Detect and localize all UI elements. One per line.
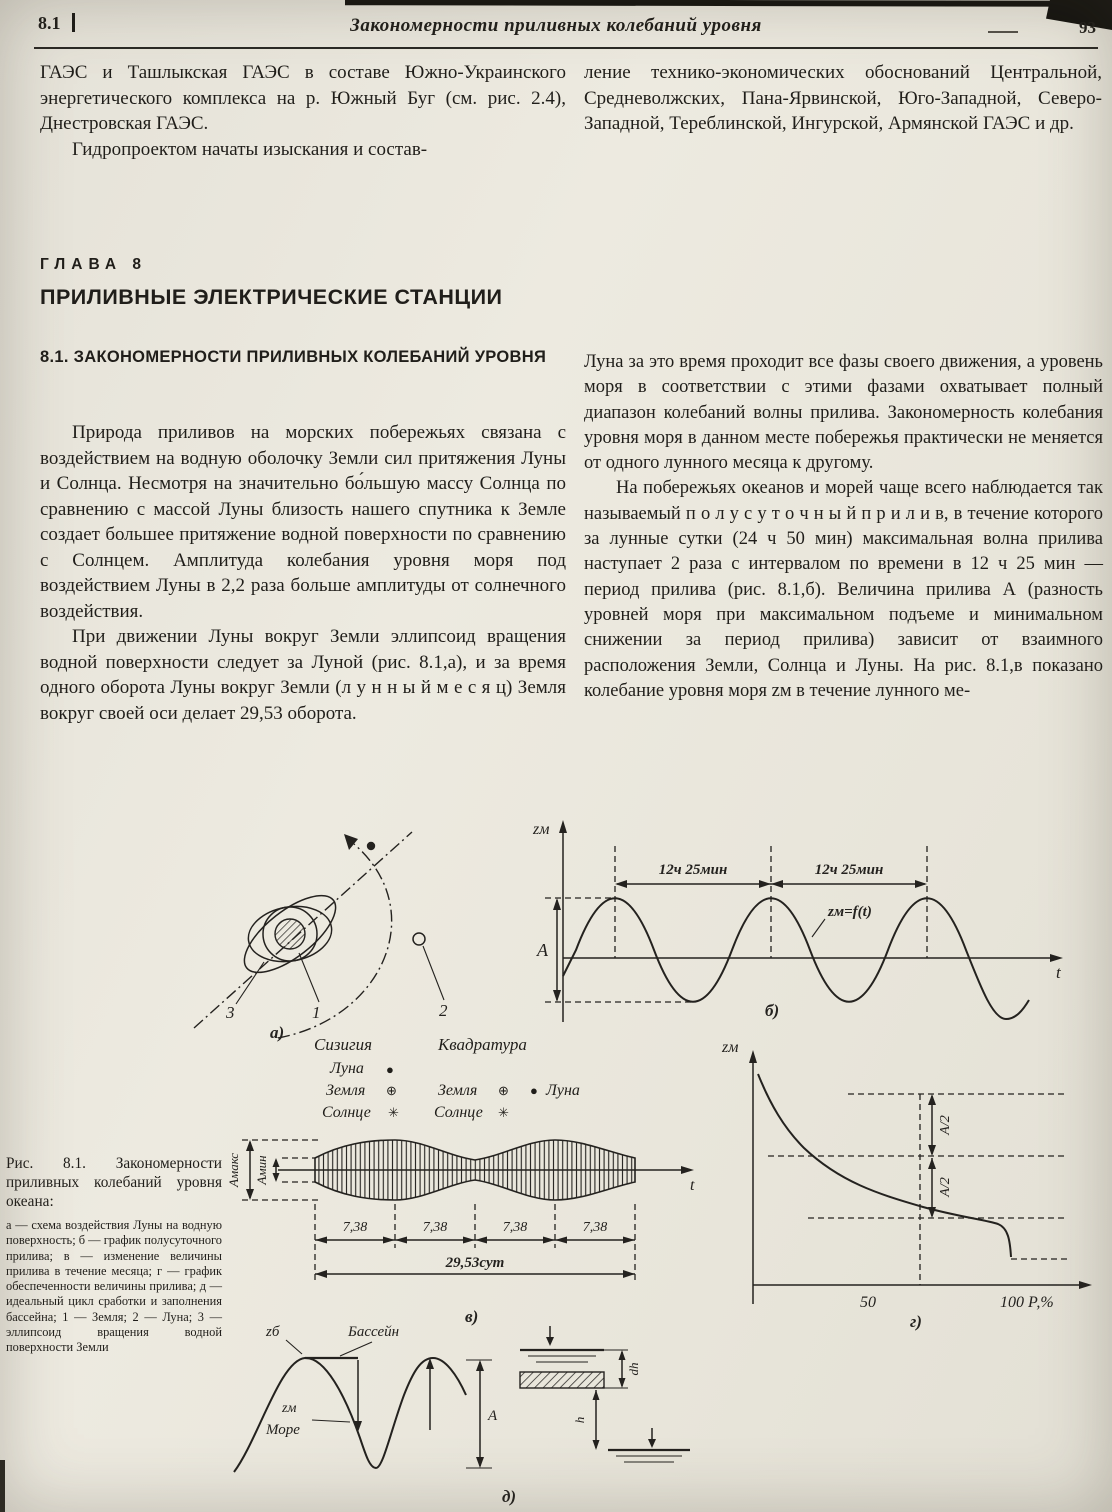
sun-icon: ✳ (388, 1105, 399, 1120)
fig-d-dh-label: dh (626, 1362, 641, 1376)
earth-label-2: Земля (438, 1082, 478, 1099)
intro-left-column (40, 60, 566, 162)
fig-v-interval-4: 7,38 (582, 1220, 608, 1235)
fig-v-interval-3: 7,38 (502, 1220, 528, 1235)
intro-right-paragraph-1: ление технико-экономических обоснований Центральной, Средневолжских, Пана-Ярвинской, Юго-Западной, Северо-Западной, Тереблинской, Ингурской, Армянской ГАЭС и др. (584, 62, 1102, 134)
figure-v-monthly-envelope (220, 1118, 712, 1326)
fig-b-amplitude-label: А (537, 940, 548, 960)
dam-hatched-bar (520, 1372, 604, 1388)
tide-envelope-band (315, 1140, 635, 1200)
fig-b-label: б) (765, 1001, 780, 1020)
earth-hatched-circle (275, 919, 305, 949)
fig-v-label: в) (465, 1307, 479, 1326)
fig-b-x-axis-label: t (1056, 963, 1061, 982)
body-right-paragraph-1: Луна за это время проходит все фазы своего движения, а уровень моря в соответствии с этими фазами охватывает полный диапазон колебаний волны прилива. Закономерность колебания уровня моря в данном месте побережья практически не меняется от одного лунного месяца к другому. (584, 352, 1103, 474)
moon-position-circle (413, 933, 425, 945)
fig-d-h-label: h (572, 1416, 587, 1424)
moon-icon: ● (386, 1062, 394, 1077)
fig-g-half-amplitude-2: A/2 (938, 1177, 953, 1197)
fig-a-callout-3: 3 (226, 1003, 235, 1022)
fig-b-interval-1: 12ч 25мин (658, 862, 728, 878)
section-heading: 8.1. ЗАКОНОМЕРНОСТИ ПРИЛИВНЫХ КОЛЕБАНИЙ УРОВНЯ (40, 348, 547, 366)
earth-icon: ⊕ (386, 1083, 397, 1098)
fig-d-sea-label: Море (266, 1422, 300, 1438)
moon-dot (367, 842, 375, 850)
fig-g-label: г) (910, 1312, 922, 1331)
intro-left-paragraph-1: ГАЭС и Ташлыкская ГАЭС в составе Южно-Украинского энергетического комплекса на р. Южный Буг (см. рис. 2.4), Днестровская ГАЭС. (40, 62, 566, 134)
figure-d-basin-cycle (220, 1320, 705, 1510)
fig-b-y-axis-label: zм (533, 821, 550, 838)
scan-artifact-left-edge (0, 1460, 5, 1512)
orbit-arrowhead (344, 834, 358, 850)
sun-label-2: Солнце (434, 1104, 483, 1121)
sea-level-curve (234, 1358, 466, 1472)
fig-b-curve-label: zм=f(t) (828, 904, 872, 920)
body-left-column (40, 420, 566, 726)
fig-d-basin-label: Бассейн (348, 1324, 400, 1340)
body-right-column (584, 350, 1103, 704)
intro-left-paragraph-2: Гидропроектом начаты изыскания и состав- (72, 138, 428, 160)
header-rule (34, 47, 1098, 49)
scan-artifact-top-edge (345, 0, 1105, 7)
running-title: Закономерности приливных колебаний уровня (350, 15, 762, 36)
fig-g-half-amplitude-1: A/2 (938, 1115, 953, 1135)
chapter-title: ПРИЛИВНЫЕ ЭЛЕКТРИЧЕСКИЕ СТАНЦИИ (40, 285, 503, 309)
fig-v-interval-2: 7,38 (422, 1220, 448, 1235)
body-left-paragraph-2: При движении Луны вокруг Земли эллипсоид вращения водной поверхности следует за Луной (рис. 8.1,а), и за время одного оборота Луны вокруг Земли (л у н н ы й м е с я ц) Земля вокруг своей оси делает 29,53 оборота. (40, 626, 566, 724)
earth-label: Земля (326, 1082, 366, 1099)
syzygy-title: Сизигия (314, 1035, 373, 1054)
figure-b-tide-graph (525, 816, 1073, 1028)
earth-icon-2: ⊕ (498, 1083, 509, 1098)
fig-v-a-max-label: Амакс (226, 1152, 241, 1188)
body-left-paragraph-1: Природа приливов на морских побережьях связана с воздействием на водную оболочку Земли сил притяжения Луны и Солнца. Несмотря на значительно бо́льшую массу Солнца по сравнению с массой Луны близость нашего спутника к Земле создает большее притяжение водной поверхности по сравнению с Солнцем. Амплитуда колебания уровня моря под воздействием Луны в 2,2 раза больше амплитуды от солнечного воздействия. (40, 422, 566, 622)
page-number: 93 (1079, 18, 1096, 37)
intro-right-column (584, 60, 1102, 137)
fig-d-amplitude-label: А (488, 1408, 498, 1424)
header-section-number: 8.1 (38, 13, 61, 33)
fig-v-interval-1: 7,38 (342, 1220, 368, 1235)
fig-d-sea-level-label: zм (282, 1401, 297, 1416)
fig-v-a-min-label: Амин (254, 1155, 269, 1185)
fig-d-basin-level-label: zб (266, 1324, 280, 1340)
fig-v-total-label: 29,53сут (445, 1255, 505, 1271)
chapter-number: ГЛАВА 8 (40, 256, 148, 273)
sun-label: Солнце (322, 1104, 371, 1121)
duration-curve (758, 1074, 1011, 1257)
moon-icon-2: ● (530, 1083, 538, 1098)
figure-caption-items: а — схема воздействия Луны на водную поверхность; б — график полусуточного прилива; в — изменение величины прилива в течение месяца; г — график обеспеченности величины прилива; д — идеальный цикл сработки и заполнения бассейна; 1 — Земля; 2 — Луна; 3 — эллипсоид вращения водной поверхности Земли (6, 1218, 222, 1355)
figure-g-duration-curve (698, 1032, 1106, 1330)
fig-g-y-axis-label: zм (722, 1039, 739, 1056)
water-ellipsoid (232, 882, 347, 986)
fig-g-tick-100: 100 Р,% (1000, 1294, 1054, 1311)
sun-icon-2: ✳ (498, 1105, 509, 1120)
moon-label: Луна (330, 1060, 364, 1077)
figure-a-earth-moon-diagram (178, 812, 503, 1042)
figure-caption (6, 1154, 222, 1356)
figure-caption-title: Рис. 8.1. Закономерности приливных колебаний уровня океана: (6, 1155, 222, 1210)
fig-d-label: д) (502, 1487, 517, 1506)
body-right-paragraph-2: На побережьях океанов и морей чаще всего наблюдается так называемый п о л у с у т о ч н ы й п р и л и в, в течение которого за лунные сутки (24 ч 50 мин) максимальная волна прилива наступает 2 раза с интервалом по времени в 12 ч 25 мин — период прилива (рис. 8.1,б). Величина прилива А (разность уровней моря при максимальном подъеме и минимальном снижении за период прилива) зависит от взаимного расположения Земли, Солнца и Луны. На рис. 8.1,в показано колебание уровня моря zм в течение лунного ме- (584, 478, 1103, 701)
fig-a-callout-2: 2 (439, 1001, 448, 1020)
fig-g-tick-50: 50 (860, 1294, 876, 1311)
fig-a-callout-1: 1 (312, 1003, 321, 1022)
moon-label-2: Луна (546, 1082, 580, 1099)
quadrature-title: Квадратура (438, 1035, 527, 1054)
fig-a-label: а) (270, 1023, 285, 1042)
fig-b-interval-2: 12ч 25мин (814, 862, 884, 878)
fig-v-x-axis-label: t (690, 1177, 695, 1194)
